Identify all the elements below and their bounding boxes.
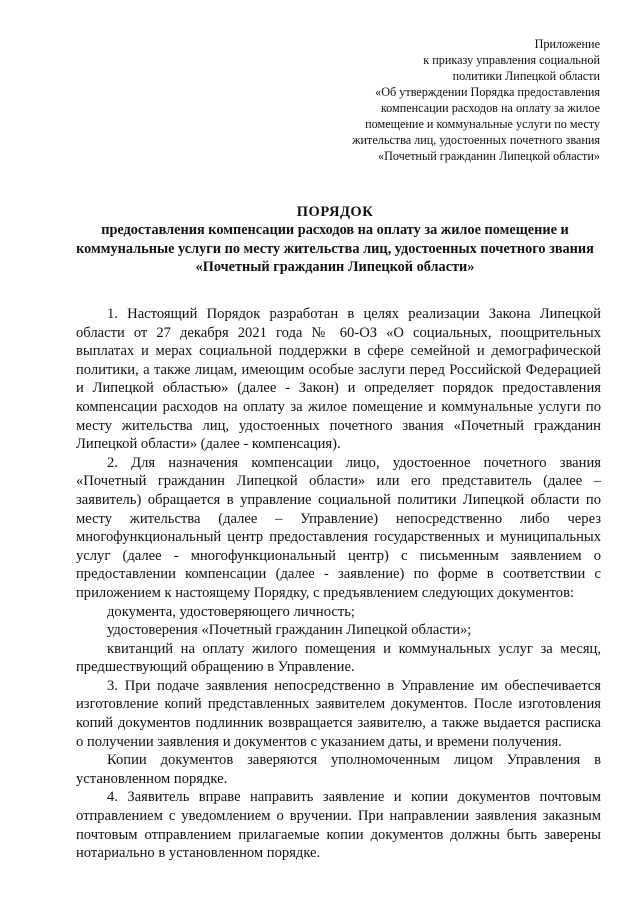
list-item-certificate: удостоверения «Почетный гражданин Липецкой области»; — [107, 622, 472, 639]
list-item-document: документа, удостоверяющего личность; — [107, 603, 355, 620]
appendix-line: помещение и коммунальные услуги по месту — [365, 117, 600, 131]
paragraph-2: 2. Для назначения компенсации лицо, удостоенное почетного звания «Почетный гражданин Липецкой области» или его представитель (далее – заявитель) обращается в управление социальной политики Липецкой области по месту жительства (далее – Управление) непосредственно либо через многофункциональный центр предоставления государственных и муниципальных услуг (далее - многофункциональный центр) с письменным заявлением о предоставлении компенсации (далее - заявление) по форме в соответствии с приложением к настоящему Порядку, с предъявлением следующих документов: — [76, 454, 601, 601]
paragraph-1: 1. Настоящий Порядок разработан в целях реализации Закона Липецкой области от 27 декабря 2021 года № 60-ОЗ «О социальных, поощрительных выплатах и мерах социальной поддержки в сфере семейной и демографической политики, а также лицам, имеющим особые заслуги перед Российской Федерацией и Липецкой областью» (далее - Закон) и определяет порядок предоставления компенсации расходов на оплату за жилое помещение и коммунальные услуги по месту жительства лиц, удостоенных почетного звания «Почетный гражданин Липецкой области» (далее - компенсация). — [76, 306, 601, 453]
paragraph-4: 4. Заявитель вправе направить заявление и копии документов почтовым отправлением с уведомлением о вручении. При направлении заявления заказным почтовым отправлением прилагаемые копии документов должны быть заверены нотариально в установленном порядке. — [76, 789, 601, 862]
appendix-line: компенсации расходов на оплату за жилое — [380, 101, 600, 115]
appendix-line: политики Липецкой области — [452, 69, 600, 83]
appendix-line: «Почетный гражданин Липецкой области» — [377, 149, 600, 163]
document-body — [76, 305, 601, 863]
paragraph-copies: Копии документов заверяются уполномоченным лицом Управления в установленном порядке. — [76, 752, 601, 787]
appendix-header — [300, 36, 600, 164]
title-main: ПОРЯДОК — [296, 204, 374, 220]
list-item-receipts: квитанций на оплату жилого помещения и коммунальных услуг за месяц, предшествующий обращению в Управление. — [76, 640, 601, 676]
appendix-line: жительства лиц, удостоенных почетного звания — [352, 133, 600, 147]
title-subtitle: предоставления компенсации расходов на оплату за жилое помещение и коммунальные услуги по месту жительства лиц, удостоенных почетного звания «Почетный гражданин Липецкой области» — [76, 222, 594, 275]
document-title — [70, 203, 600, 277]
appendix-line: «Об утверждении Порядка предоставления — [375, 85, 600, 99]
paragraph-3: 3. При подаче заявления непосредственно в Управление им обеспечивается изготовление копий представленных заявителем документов. После изготовления копий документов подлинник возвращается заявителю, а также выдается расписка о получении заявления и документов с указанием даты, и времени получения. — [76, 677, 601, 750]
appendix-line: к приказу управления социальной — [423, 53, 600, 67]
appendix-line: Приложение — [534, 37, 600, 51]
